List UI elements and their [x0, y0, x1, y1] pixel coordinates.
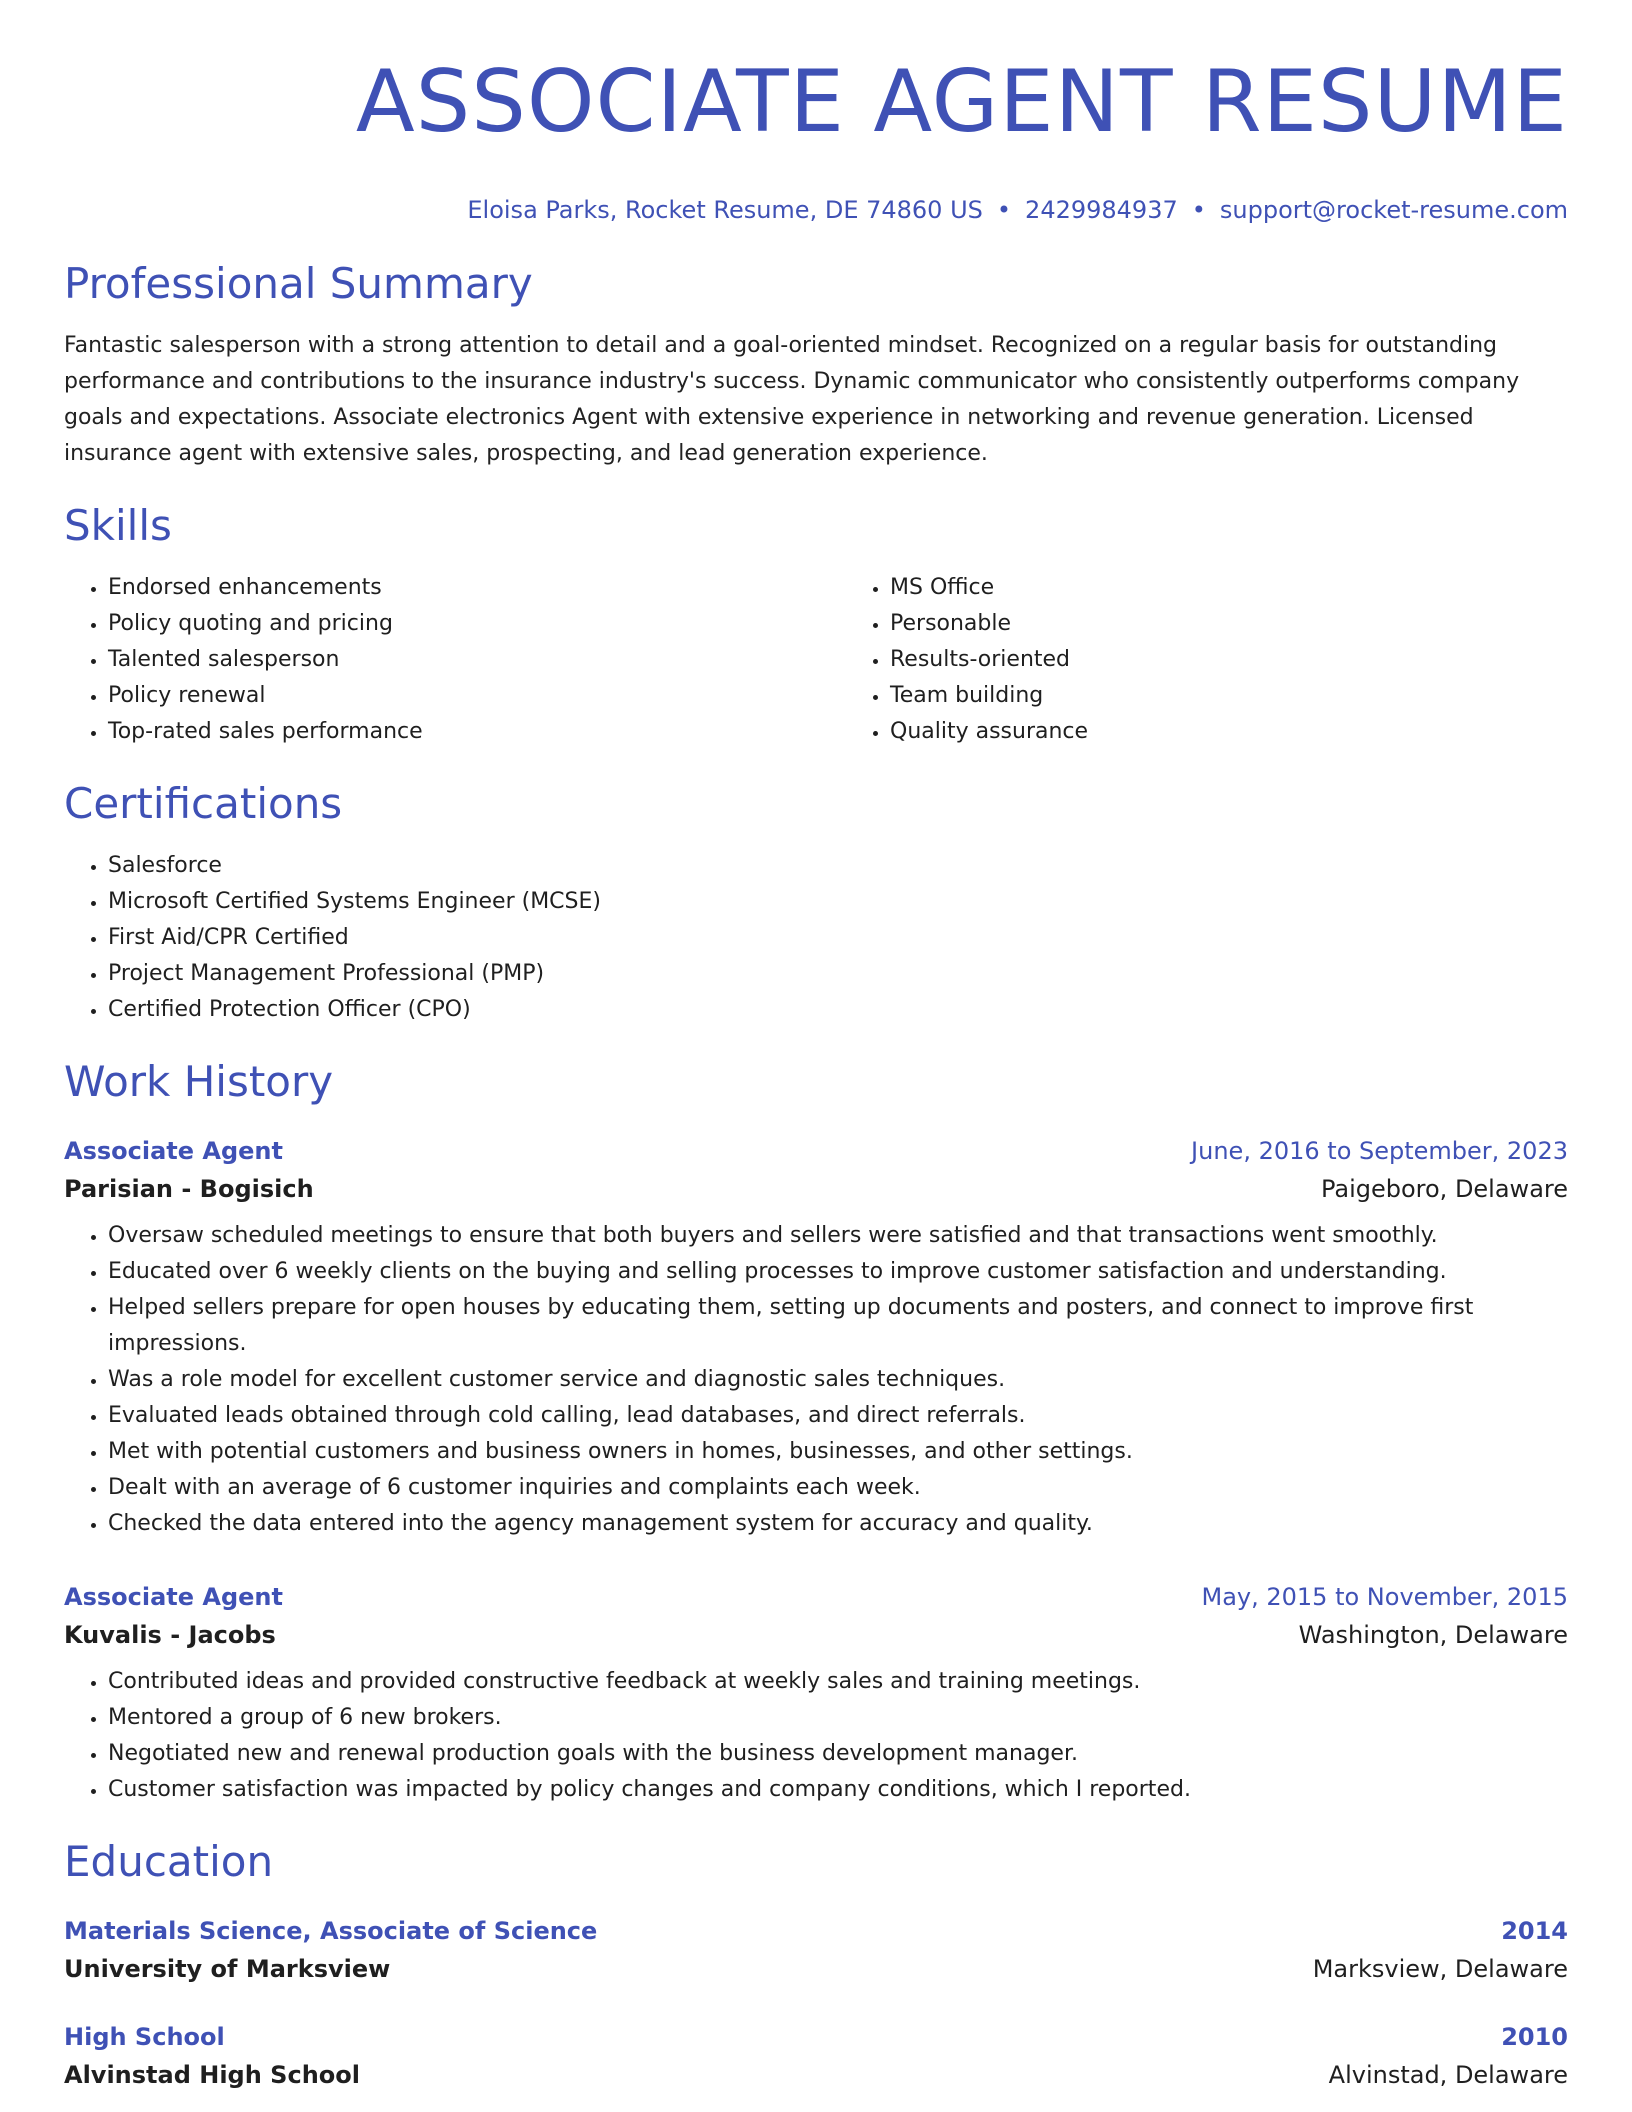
certification-item: • First Aid/CPR Certified: [108, 920, 1568, 956]
skills-list-right: [846, 570, 1628, 750]
skills-section: [64, 498, 1568, 750]
job-bullet: • Dealt with an average of 6 customer inquiries and complaints each week.: [108, 1470, 1568, 1506]
resume-title: ASSOCIATE AGENT RESUME: [355, 52, 1568, 152]
summary-section: [64, 256, 1568, 472]
certifications-heading: Certifications: [64, 779, 343, 828]
job-bullet: • Was a role model for excellent customer service and diagnostic sales techniques.: [108, 1362, 1568, 1398]
education-school: Alvinstad High School: [64, 2061, 360, 2089]
work-history-heading: Work History: [64, 1057, 334, 1106]
contact-line: [64, 192, 1568, 228]
job-bullet: • Customer satisfaction was impacted by policy changes and company conditions, which I reported.: [108, 1772, 1568, 1808]
skill-item: • Endorsed enhancements: [108, 570, 846, 606]
job-bullet: • Evaluated leads obtained through cold calling, lead databases, and direct referrals.: [108, 1398, 1568, 1434]
contact-phone: 2429984937: [1025, 196, 1178, 224]
work-history-section: [64, 1054, 1568, 1808]
skill-item: • Results-oriented: [890, 642, 1628, 678]
education-location: Alvinstad, Delaware: [1328, 2061, 1568, 2089]
education-year: 2010: [1501, 2023, 1568, 2051]
education-section: [64, 1834, 1568, 2094]
job-bullet: • Met with potential customers and business owners in homes, businesses, and other settings.: [108, 1434, 1568, 1470]
job-bullet: • Negotiated new and renewal production goals with the business development manager.: [108, 1736, 1568, 1772]
skills-list-left: [64, 570, 846, 750]
skills-grid: [64, 554, 1568, 750]
job-entry: [64, 1132, 1568, 1542]
education-entry: [64, 1912, 1568, 1988]
contact-email: support@rocket-resume.com: [1219, 196, 1568, 224]
education-school: University of Marksview: [64, 1955, 391, 1983]
job-company: Kuvalis - Jacobs: [64, 1621, 276, 1649]
job-title: Associate Agent: [64, 1137, 283, 1165]
job-bullet: • Educated over 6 weekly clients on the buying and selling processes to improve customer satisfaction and understanding.: [108, 1254, 1568, 1290]
skill-item: • Quality assurance: [890, 714, 1628, 750]
summary-text: Fantastic salesperson with a strong attention to detail and a goal-oriented mindset. Recognized on a regular basis for outstanding performance and contributions to the insurance industry's success. Dynamic communicator who consistently outperforms company goals and expectations. Associate electronics Agent with extensive experience in networking and revenue generation. Licensed insurance agent with extensive sales, prospecting, and lead generation experience.: [64, 333, 1520, 466]
job-entry: [64, 1578, 1568, 1808]
skill-item: • Talented salesperson: [108, 642, 846, 678]
skill-item: • MS Office: [890, 570, 1628, 606]
job-bullets: [64, 1664, 1568, 1808]
skill-item: • Personable: [890, 606, 1628, 642]
certifications-list: [64, 848, 1568, 1028]
skill-item: • Policy quoting and pricing: [108, 606, 846, 642]
skills-heading: Skills: [64, 501, 172, 550]
certifications-section: [64, 776, 1568, 1028]
job-bullet: • Contributed ideas and provided constructive feedback at weekly sales and training meetings.: [108, 1664, 1568, 1700]
education-heading: Education: [64, 1837, 274, 1886]
job-dates: June, 2016 to September, 2023: [1191, 1137, 1568, 1165]
contact-address: Eloisa Parks, Rocket Resume, DE 74860 US: [467, 196, 983, 224]
contact-separator: •: [996, 196, 1012, 224]
contact-separator: •: [1191, 196, 1206, 224]
skill-item: • Top-rated sales performance: [108, 714, 846, 750]
education-year: 2014: [1501, 1917, 1568, 1945]
job-company: Parisian - Bogisich: [64, 1175, 314, 1203]
summary-heading: Professional Summary: [64, 259, 533, 308]
education-degree: Materials Science, Associate of Science: [64, 1917, 598, 1945]
education-location: Marksview, Delaware: [1312, 1955, 1568, 1983]
certification-item: • Salesforce: [108, 848, 1568, 884]
certification-item: • Certified Protection Officer (CPO): [108, 992, 1568, 1028]
job-location: Washington, Delaware: [1298, 1621, 1568, 1649]
job-bullet: • Oversaw scheduled meetings to ensure that both buyers and sellers were satisfied and that transactions went smoothly.: [108, 1218, 1568, 1254]
job-location: Paigeboro, Delaware: [1320, 1175, 1568, 1203]
job-bullet: • Mentored a group of 6 new brokers.: [108, 1700, 1568, 1736]
job-bullets: [64, 1218, 1568, 1542]
certification-item: • Microsoft Certified Systems Engineer (MCSE): [108, 884, 1568, 920]
job-dates: May, 2015 to November, 2015: [1201, 1583, 1568, 1611]
job-title: Associate Agent: [64, 1583, 283, 1611]
job-bullet: • Checked the data entered into the agency management system for accuracy and quality.: [108, 1506, 1568, 1542]
skill-item: • Team building: [890, 678, 1628, 714]
job-bullet: • Helped sellers prepare for open houses by educating them, setting up documents and posters, and connect to improve first impressions.: [108, 1290, 1568, 1362]
education-degree: High School: [64, 2023, 225, 2051]
resume-header: [64, 0, 1568, 228]
certification-item: • Project Management Professional (PMP): [108, 956, 1568, 992]
skill-item: • Policy renewal: [108, 678, 846, 714]
education-entry: [64, 2018, 1568, 2094]
